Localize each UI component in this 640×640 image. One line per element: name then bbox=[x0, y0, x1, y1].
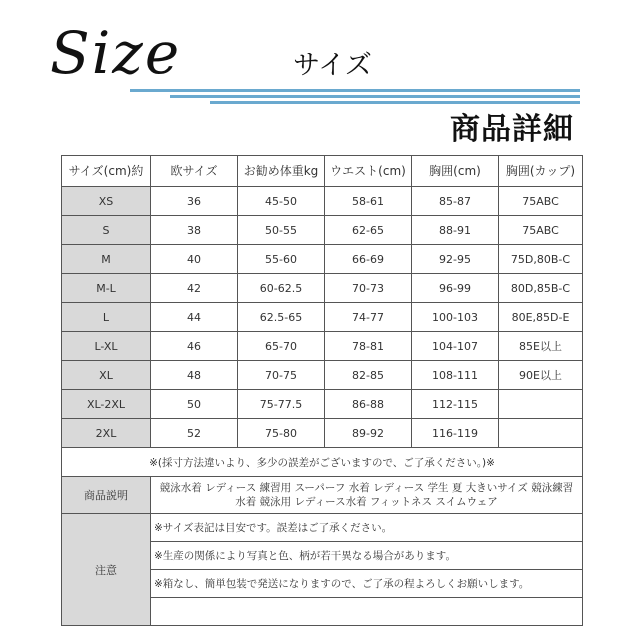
note-text bbox=[151, 598, 583, 626]
column-header: 欧サイズ bbox=[151, 156, 238, 187]
table-row bbox=[62, 274, 583, 303]
table-cell: 80E,85D-E bbox=[499, 303, 583, 332]
measure-note-row bbox=[62, 448, 583, 477]
size-label-cell: S bbox=[62, 216, 151, 245]
table-cell: 66-69 bbox=[325, 245, 412, 274]
table-cell: 70-73 bbox=[325, 274, 412, 303]
size-label-cell: XL-2XL bbox=[62, 390, 151, 419]
table-cell: 55-60 bbox=[238, 245, 325, 274]
table-cell: 62-65 bbox=[325, 216, 412, 245]
table-cell: 104-107 bbox=[412, 332, 499, 361]
table-cell: 50 bbox=[151, 390, 238, 419]
table-cell: 58-61 bbox=[325, 187, 412, 216]
table-cell: 90E以上 bbox=[499, 361, 583, 390]
table-header-row bbox=[62, 156, 583, 187]
table-cell: 112-115 bbox=[412, 390, 499, 419]
table-cell: 44 bbox=[151, 303, 238, 332]
size-label-cell: XL bbox=[62, 361, 151, 390]
decorative-stripe bbox=[170, 95, 580, 98]
table-cell: 100-103 bbox=[412, 303, 499, 332]
table-cell: 82-85 bbox=[325, 361, 412, 390]
size-label-cell: M-L bbox=[62, 274, 151, 303]
table-cell bbox=[499, 419, 583, 448]
table-cell: 42 bbox=[151, 274, 238, 303]
table-cell: 60-62.5 bbox=[238, 274, 325, 303]
table-row bbox=[62, 216, 583, 245]
description-text: 競泳水着 レディース 練習用 スーパーフ 水着 レディース 学生 夏 大きいサイズ 競泳練習水着 競泳用 レディース水着 フィットネス スイムウェア bbox=[151, 477, 583, 514]
table-cell: 85-87 bbox=[412, 187, 499, 216]
table-cell: 36 bbox=[151, 187, 238, 216]
column-header: 胸囲(カップ) bbox=[499, 156, 583, 187]
table-cell: 75ABC bbox=[499, 216, 583, 245]
table-cell: 48 bbox=[151, 361, 238, 390]
note-text: ※生産の関係により写真と色、柄が若干異なる場合があります。 bbox=[151, 542, 583, 570]
table-cell: 116-119 bbox=[412, 419, 499, 448]
size-label-cell: 2XL bbox=[62, 419, 151, 448]
measure-note: ※(採寸方法違いより、多少の誤差がございますので、ご了承ください。)※ bbox=[62, 448, 583, 477]
table-cell: 46 bbox=[151, 332, 238, 361]
size-label-cell: L-XL bbox=[62, 332, 151, 361]
table-cell: 85E以上 bbox=[499, 332, 583, 361]
size-label-cell: L bbox=[62, 303, 151, 332]
table-row bbox=[62, 390, 583, 419]
column-header: ウエスト(cm) bbox=[325, 156, 412, 187]
column-header: 胸囲(cm) bbox=[412, 156, 499, 187]
column-header: お勧め体重kg bbox=[238, 156, 325, 187]
table-cell: 62.5-65 bbox=[238, 303, 325, 332]
table-row bbox=[62, 332, 583, 361]
column-header: サイズ(cm)約 bbox=[62, 156, 151, 187]
table-cell: 86-88 bbox=[325, 390, 412, 419]
table-cell: 108-111 bbox=[412, 361, 499, 390]
table-cell: 88-91 bbox=[412, 216, 499, 245]
table-cell: 38 bbox=[151, 216, 238, 245]
table-row bbox=[62, 245, 583, 274]
product-detail-title: 商品詳細 bbox=[450, 112, 574, 147]
table-cell: 52 bbox=[151, 419, 238, 448]
table-cell: 92-95 bbox=[412, 245, 499, 274]
size-table bbox=[61, 155, 583, 626]
note-row bbox=[62, 514, 583, 542]
table-cell: 75D,80B-C bbox=[499, 245, 583, 274]
size-label-cell: M bbox=[62, 245, 151, 274]
table-cell: 75-77.5 bbox=[238, 390, 325, 419]
table-cell: 74-77 bbox=[325, 303, 412, 332]
description-label: 商品説明 bbox=[62, 477, 151, 514]
note-text: ※サイズ表記は目安です。誤差はご了承ください。 bbox=[151, 514, 583, 542]
table-row bbox=[62, 361, 583, 390]
table-row bbox=[62, 303, 583, 332]
table-cell: 78-81 bbox=[325, 332, 412, 361]
table-cell: 65-70 bbox=[238, 332, 325, 361]
table-cell: 96-99 bbox=[412, 274, 499, 303]
table-cell: 40 bbox=[151, 245, 238, 274]
table-cell: 70-75 bbox=[238, 361, 325, 390]
size-logo: Size bbox=[50, 19, 182, 87]
table-cell: 50-55 bbox=[238, 216, 325, 245]
table-cell: 89-92 bbox=[325, 419, 412, 448]
size-label-cell: XS bbox=[62, 187, 151, 216]
table-row bbox=[62, 187, 583, 216]
table-row bbox=[62, 419, 583, 448]
table-cell: 45-50 bbox=[238, 187, 325, 216]
table-cell: 75-80 bbox=[238, 419, 325, 448]
decorative-stripe bbox=[210, 101, 580, 104]
decorative-stripe bbox=[130, 89, 580, 92]
description-row bbox=[62, 477, 583, 514]
table-cell: 75ABC bbox=[499, 187, 583, 216]
note-text: ※箱なし、簡単包装で発送になりますので、ご了承の程よろしくお願いします。 bbox=[151, 570, 583, 598]
notes-label: 注意 bbox=[62, 514, 151, 626]
table-cell: 80D,85B-C bbox=[499, 274, 583, 303]
table-cell bbox=[499, 390, 583, 419]
size-subtitle: サイズ bbox=[293, 50, 372, 81]
